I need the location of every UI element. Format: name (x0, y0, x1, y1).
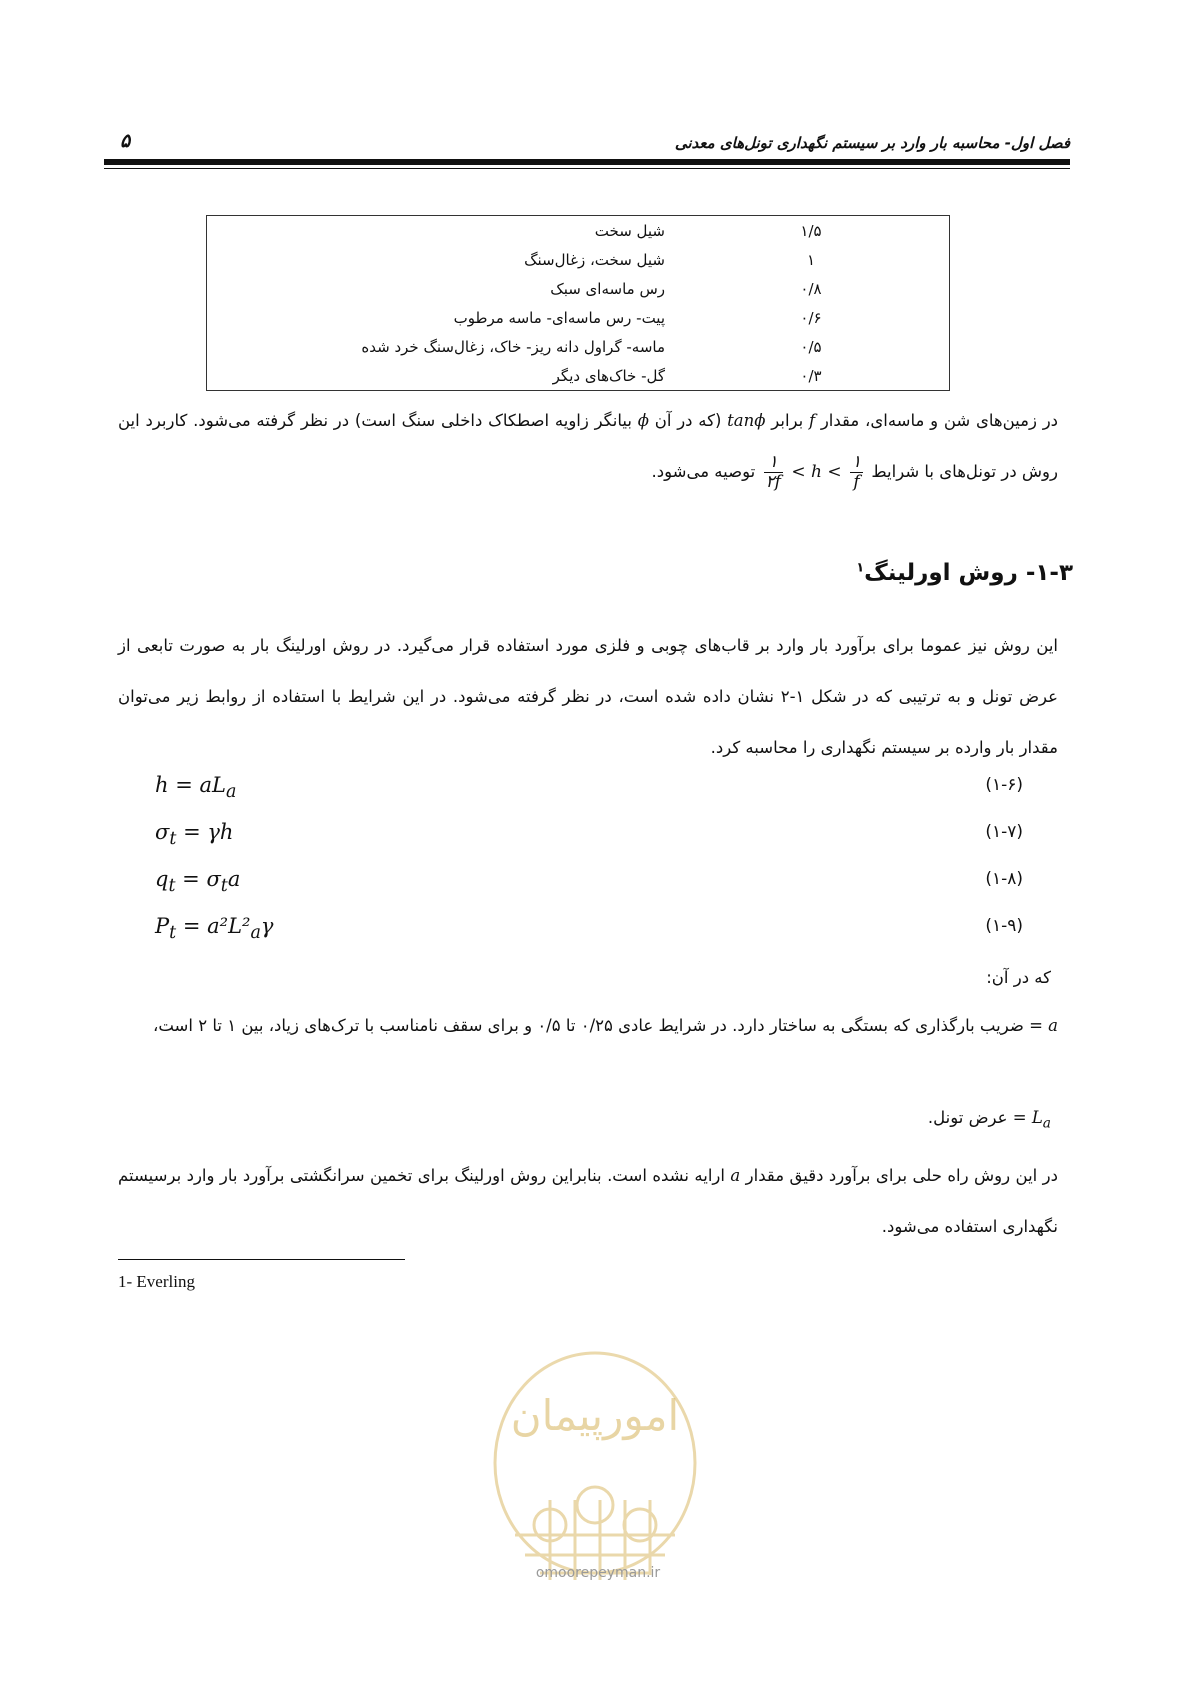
intro-paragraph: در زمین‌های شن و ماسه‌ای، مقدار f برابر tanϕ (که در آن ϕ بیانگر زاویه اصطکاک داخلی سنگ است) در نظر گرفته می‌شود. کاربرد این روش در تونل‌های با شرایط $\frac{۱}{۲f}$ < h < $\frac{۱}{f}$ توصیه می‌شود. (118, 411, 1059, 492)
table-row (207, 245, 950, 274)
footnote-rule (118, 1259, 405, 1260)
value-cell: ۰/۸ (800, 279, 822, 298)
table-row (207, 216, 950, 246)
watermark-caption: omoorepeyman.ir (535, 1565, 661, 1581)
body-paragraph: این روش نیز عموما برای برآورد بار وارد بر قاب‌های چوبی و فلزی مورد استفاده قرار می‌گیرد. در روش اورلینگ بار به صورت تابعی از عرض تونل و به ترتیبی که در شکل ۱-۲ نشان داده شده است، در نظر گرفته می‌شود. در این شرایط با استفاده از روابط زیر می‌توان مقدار بار وارده بر سیستم نگهداری را محاسبه کرد. (118, 636, 1058, 757)
table-row (207, 361, 950, 391)
value-cell: ۱/۵ (800, 221, 822, 240)
definition-L: $L_a$ = عرض تونل. (927, 1108, 1051, 1132)
material-cell: پیت- رس ماسه‌ای- ماسه مرطوب (207, 303, 674, 332)
equation-1-9: $P_t = a^2L^2_a\gamma$ (۱-۹) (155, 914, 1023, 944)
equation-1-7: $\sigma_t = \gamma h$ (۱-۷) (155, 820, 1023, 850)
footnote-marker: ۱ (856, 560, 865, 576)
watermark-logo (480, 1335, 710, 1585)
value-cell: ۰/۶ (800, 308, 822, 327)
footnote: 1- Everling (118, 1272, 195, 1291)
value-cell: ۱ (806, 250, 816, 269)
header-rule-thick (104, 159, 1070, 165)
material-cell: شیل سخت (207, 216, 674, 246)
coefficient-table (206, 215, 950, 391)
watermark-logo-text: امورپیمان (510, 1391, 680, 1440)
header-rule-thin (104, 168, 1070, 169)
material-cell: شیل سخت، زغال‌سنگ (207, 245, 674, 274)
table-row (207, 303, 950, 332)
material-cell: رس ماسه‌ای سبک (207, 274, 674, 303)
table-row (207, 274, 950, 303)
material-cell: گل- خاک‌های دیگر (207, 361, 674, 391)
condition-inequality: $\frac{۱}{۲f}$ < h < $\frac{۱}{f}$ (765, 452, 862, 492)
equation-1-8: $q_t = \sigma_ta$ (۱-۸) (155, 867, 1023, 897)
equation-1-6: $h = aL_a$ (۱-۶) (155, 773, 1023, 803)
running-title: فصل اول- محاسبه بار وارد بر سیستم نگهداری تونل‌های معدنی (674, 134, 1070, 152)
section-title: ۱-۳- روش اورلینگ$^۱$ (856, 560, 1073, 586)
value-cell: ۰/۳ (800, 366, 822, 385)
definition-a: a = ضریب بارگذاری که بستگی به ساختار دارد. در شرایط عادی ۰/۲۵ تا ۰/۵ و برای سقف نامناسب با ترک‌های زیاد، بین ۱ تا ۲ است، (153, 1016, 1058, 1035)
page-number: ۵ (120, 130, 131, 152)
where-label: که در آن: (986, 968, 1051, 987)
table-row (207, 332, 950, 361)
closing-paragraph: در این روش راه حلی برای برآورد دقیق مقدار a ارایه نشده است. بنابراین روش اورلینگ برای تخمین سرانگشتی برآورد بار وارد برسیستم نگهداری استفاده می‌شود. (118, 1166, 1058, 1236)
value-cell: ۰/۵ (800, 337, 822, 356)
material-cell: ماسه- گراول دانه ریز- خاک، زغال‌سنگ خرد شده (207, 332, 674, 361)
